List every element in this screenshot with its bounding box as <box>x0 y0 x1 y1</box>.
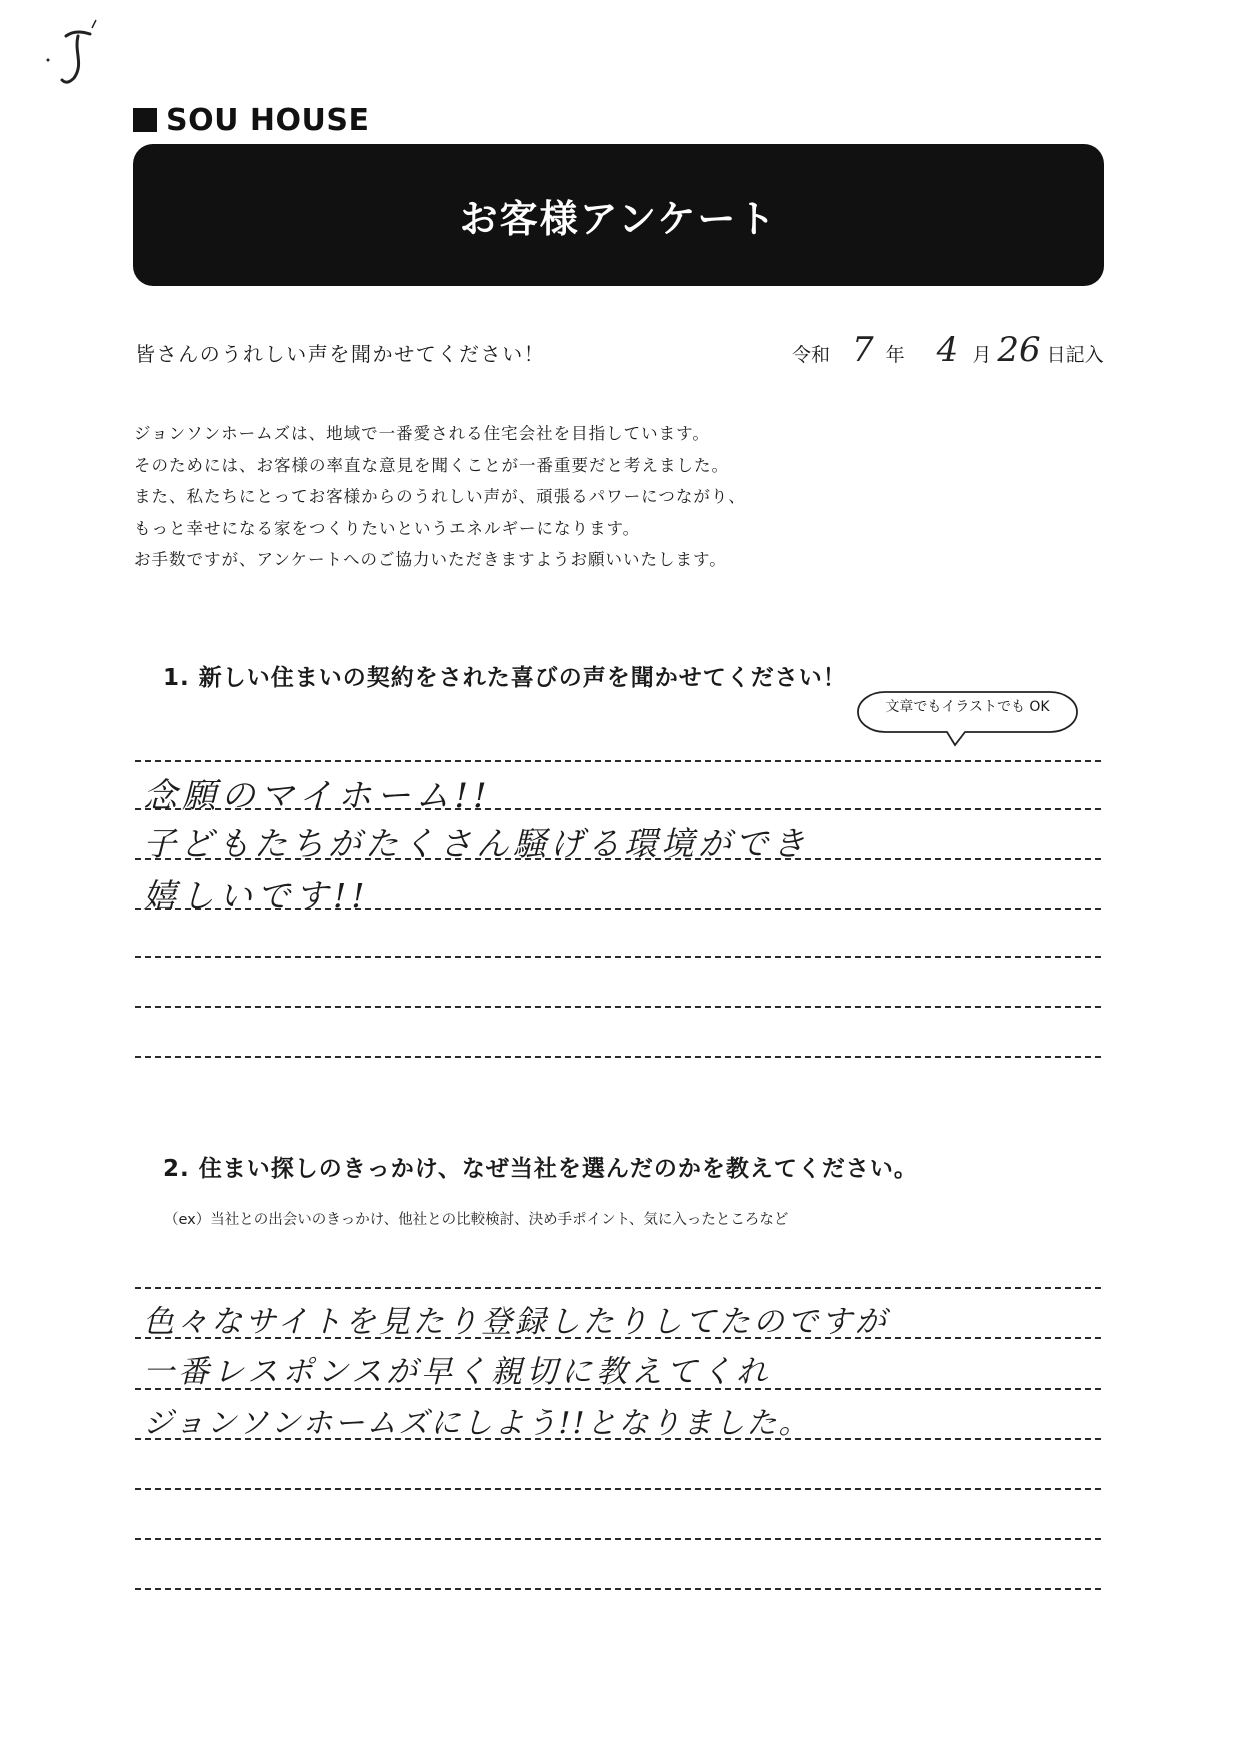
title-banner <box>133 144 1104 286</box>
date-day-unit: 日記入 <box>1046 344 1104 366</box>
answer-rule <box>135 1006 1101 1008</box>
question-1-title: 1. 新しい住まいの契約をされた喜びの声を聞かせてください！ <box>163 665 847 691</box>
date-year-unit: 年 <box>885 344 905 366</box>
intro-line: お手数ですが、アンケートへのご協力いただきますようお願いいたします。 <box>134 550 727 569</box>
answer-rule <box>135 1588 1101 1590</box>
brand-square-mark <box>133 108 157 132</box>
brand-logo <box>133 100 369 140</box>
answer-rule <box>135 1287 1101 1289</box>
date-entry <box>792 330 1104 370</box>
date-day-value[interactable]: 26 <box>997 330 1041 370</box>
q2-answer-line[interactable]: ジョンソンホームズにしよう!!となりました。 <box>143 1406 811 1441</box>
question-2-title: 2. 住まい探しのきっかけ、なぜ当社を選んだのかを教えてください。 <box>163 1156 918 1182</box>
date-era: 令和 <box>792 344 831 366</box>
question-2-hint: （ex）当社との出会いのきっかけ、他社との比較検討、決め手ポイント、気に入ったところなど <box>164 1212 789 1228</box>
date-year-value[interactable]: 7 <box>852 330 874 370</box>
answer-rule <box>135 760 1101 762</box>
corner-scribble-mark <box>44 12 104 92</box>
intro-line: ジョンソンホームズは、地域で一番愛される住宅会社を目指しています。 <box>134 424 710 443</box>
answer-rule <box>135 956 1101 958</box>
q2-answer-line[interactable]: 色々なサイトを見たり登録したりしてたのですが <box>143 1304 889 1340</box>
speech-bubble-text: 文章でもイラストでも OK <box>885 699 1050 715</box>
date-month-value[interactable]: 4 <box>936 330 959 370</box>
intro-line: もっと幸せになる家をつくりたいというエネルギーになります。 <box>134 518 641 538</box>
q1-answer-line[interactable]: 子どもたちがたくさん騒げる環境ができ <box>143 824 809 863</box>
q2-answer-line[interactable]: 一番レスポンスが早く親切に教えてくれ <box>143 1354 772 1390</box>
date-month-unit: 月 <box>972 344 992 366</box>
q1-answer-line[interactable]: 嬉しいです!! <box>143 876 370 915</box>
q1-answer-line[interactable]: 念願のマイホーム!! <box>143 776 492 816</box>
intro-text <box>134 418 934 576</box>
answer-rule <box>135 1538 1101 1540</box>
intro-line: そのためには、お客様の率直な意見を聞くことが一番重要だと考えました。 <box>134 455 729 475</box>
answer-rule <box>135 1488 1101 1490</box>
intro-line: また、私たちにとってお客様からのうれしい声が、頑張るパワーにつながり、 <box>134 487 746 506</box>
page-title: お客様アンケート <box>459 196 778 241</box>
brand-name: SOU HOUSE <box>166 102 370 138</box>
subtitle: 皆さんのうれしい声を聞かせてください！ <box>135 342 546 366</box>
answer-rule <box>135 1056 1101 1058</box>
